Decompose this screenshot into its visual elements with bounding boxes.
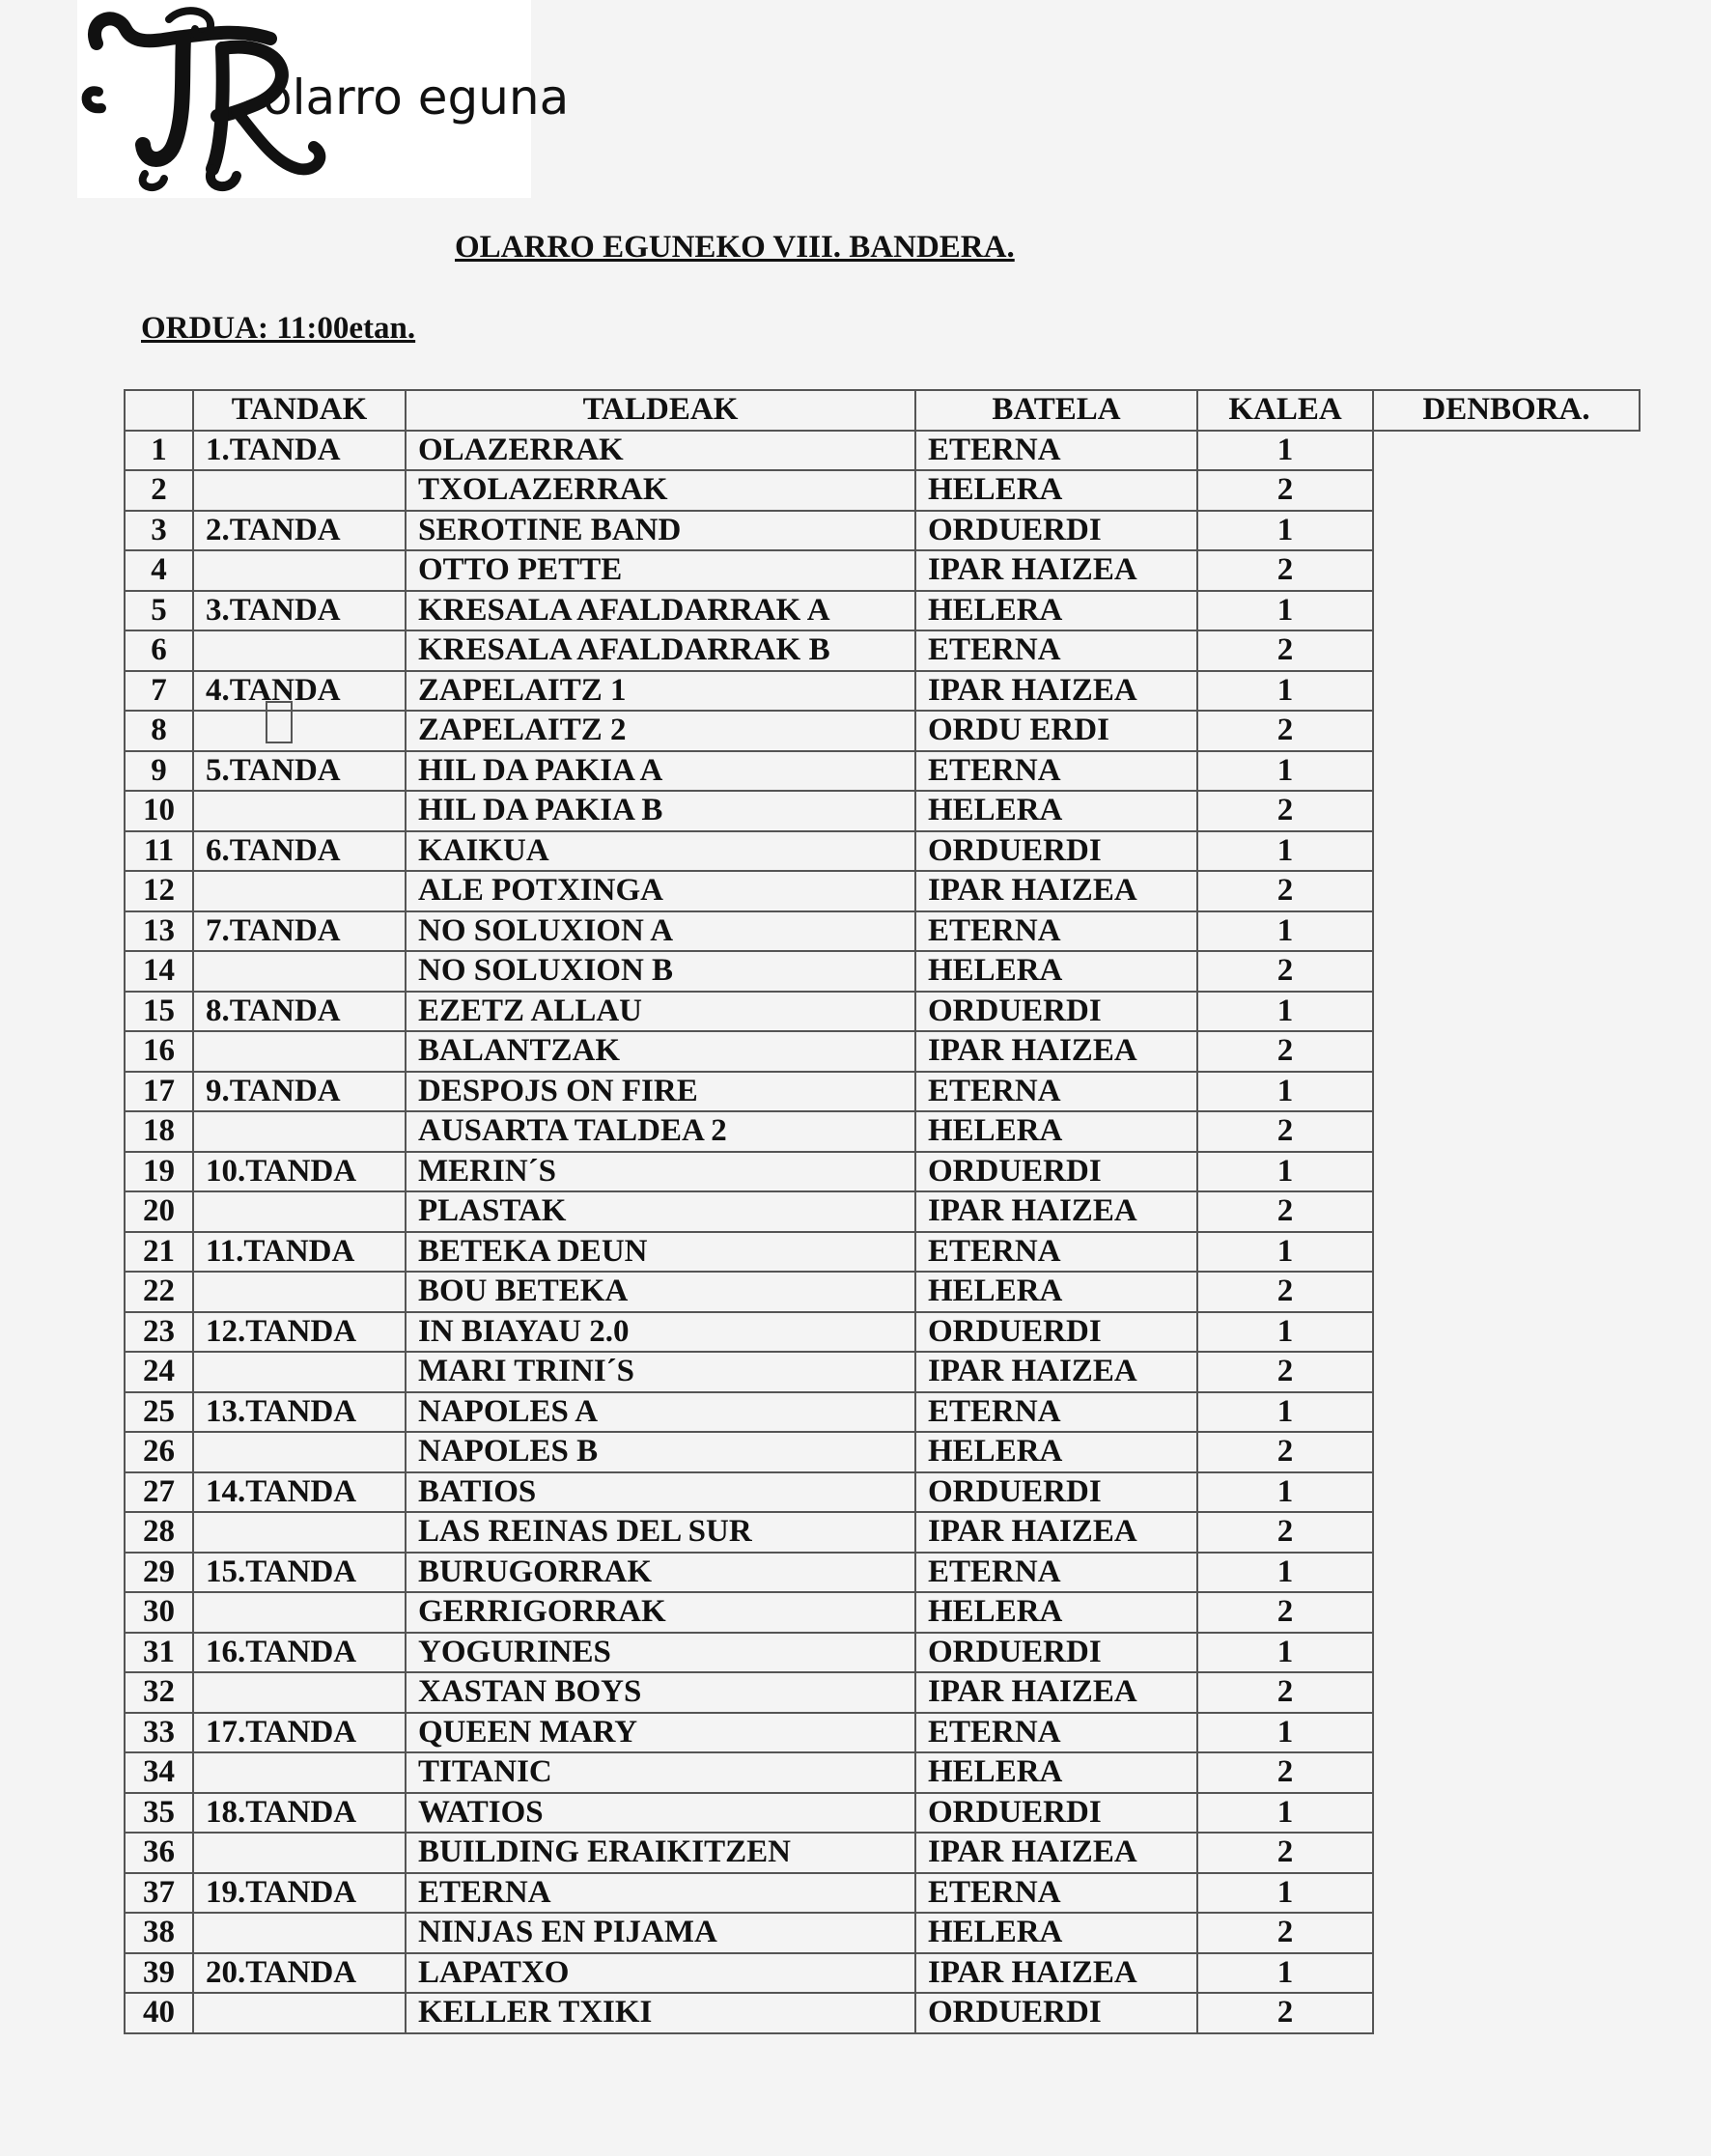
row-boat: ETERNA [915, 911, 1197, 952]
row-boat: HELERA [915, 1272, 1197, 1312]
table-row [125, 992, 1640, 1032]
row-lane: 2 [1197, 711, 1373, 751]
table-row [125, 1472, 1640, 1513]
row-tanda: 6.TANDA [193, 831, 406, 872]
row-team: BALANTZAK [406, 1031, 915, 1072]
row-team: NINJAS EN PIJAMA [406, 1913, 915, 1953]
row-boat: HELERA [915, 1592, 1197, 1633]
row-team: ZAPELAITZ 2 [406, 711, 915, 751]
table-row [125, 550, 1640, 591]
header-denbora: DENBORA. [1373, 390, 1640, 431]
row-team: WATIOS [406, 1793, 915, 1834]
table-row [125, 1553, 1640, 1593]
row-tanda [193, 550, 406, 591]
row-boat: ETERNA [915, 431, 1197, 471]
row-team: ALE POTXINGA [406, 871, 915, 911]
row-number: 28 [125, 1512, 193, 1553]
row-tanda [193, 1512, 406, 1553]
row-number: 10 [125, 791, 193, 831]
row-number: 4 [125, 550, 193, 591]
row-team: IN BIAYAU 2.0 [406, 1312, 915, 1353]
row-boat: ETERNA [915, 1553, 1197, 1593]
row-boat: HELERA [915, 791, 1197, 831]
row-number: 15 [125, 992, 193, 1032]
table-row [125, 1512, 1640, 1553]
row-boat: HELERA [915, 1111, 1197, 1152]
table-row [125, 1793, 1640, 1834]
row-tanda: 4.TANDA [193, 671, 406, 712]
row-number: 32 [125, 1672, 193, 1713]
row-number: 5 [125, 591, 193, 631]
table-row [125, 511, 1640, 551]
row-lane: 2 [1197, 791, 1373, 831]
row-boat: ORDUERDI [915, 1793, 1197, 1834]
row-lane: 1 [1197, 1633, 1373, 1673]
row-team: OLAZERRAK [406, 431, 915, 471]
row-lane: 2 [1197, 1432, 1373, 1472]
row-team: BOU BETEKA [406, 1272, 915, 1312]
table-row [125, 630, 1640, 671]
start-time: ORDUA: 11:00etan. [141, 311, 416, 346]
header-batela: BATELA [915, 390, 1197, 431]
row-boat: HELERA [915, 591, 1197, 631]
row-tanda: 17.TANDA [193, 1713, 406, 1753]
table-row [125, 911, 1640, 952]
row-team: KRESALA AFALDARRAK A [406, 591, 915, 631]
row-lane: 1 [1197, 831, 1373, 872]
row-tanda [193, 1672, 406, 1713]
row-number: 7 [125, 671, 193, 712]
row-number: 18 [125, 1111, 193, 1152]
row-tanda: 10.TANDA [193, 1152, 406, 1192]
row-tanda: 8.TANDA [193, 992, 406, 1032]
row-boat: ORDUERDI [915, 992, 1197, 1032]
row-boat: HELERA [915, 1752, 1197, 1793]
table-row [125, 711, 1640, 751]
row-number: 25 [125, 1392, 193, 1433]
row-time [266, 701, 293, 743]
table-row [125, 951, 1640, 992]
header-kalea: KALEA [1197, 390, 1373, 431]
row-tanda [193, 470, 406, 511]
row-number: 11 [125, 831, 193, 872]
table-row [125, 791, 1640, 831]
row-tanda: 2.TANDA [193, 511, 406, 551]
row-boat: IPAR HAIZEA [915, 1833, 1197, 1873]
row-team: PLASTAK [406, 1191, 915, 1232]
row-team: BUILDING ERAIKITZEN [406, 1833, 915, 1873]
row-lane: 1 [1197, 591, 1373, 631]
row-number: 20 [125, 1191, 193, 1232]
row-lane: 2 [1197, 1752, 1373, 1793]
table-row [125, 1352, 1640, 1392]
row-team: NO SOLUXION B [406, 951, 915, 992]
row-tanda [193, 1993, 406, 2033]
row-number: 38 [125, 1913, 193, 1953]
row-number: 22 [125, 1272, 193, 1312]
row-lane: 2 [1197, 630, 1373, 671]
table-row [125, 1272, 1640, 1312]
table-row [125, 1752, 1640, 1793]
table-row [125, 1713, 1640, 1753]
row-boat: IPAR HAIZEA [915, 1031, 1197, 1072]
row-number: 12 [125, 871, 193, 911]
table-row [125, 1232, 1640, 1273]
row-lane: 2 [1197, 1031, 1373, 1072]
row-lane: 1 [1197, 1152, 1373, 1192]
row-lane: 1 [1197, 1553, 1373, 1593]
row-number: 2 [125, 470, 193, 511]
row-number: 14 [125, 951, 193, 992]
row-team: XASTAN BOYS [406, 1672, 915, 1713]
row-team: SEROTINE BAND [406, 511, 915, 551]
row-number: 19 [125, 1152, 193, 1192]
row-tanda [193, 1833, 406, 1873]
table-row [125, 671, 1640, 712]
row-tanda: 13.TANDA [193, 1392, 406, 1433]
row-tanda [193, 711, 406, 751]
row-tanda: 1.TANDA [193, 431, 406, 471]
row-team: HIL DA PAKIA B [406, 791, 915, 831]
row-lane: 2 [1197, 951, 1373, 992]
row-tanda [193, 1031, 406, 1072]
logo-text: olarro eguna [263, 70, 570, 126]
row-boat: HELERA [915, 1913, 1197, 1953]
header-number [125, 390, 193, 431]
row-boat: IPAR HAIZEA [915, 1191, 1197, 1232]
row-team: BATIOS [406, 1472, 915, 1513]
row-tanda: 12.TANDA [193, 1312, 406, 1353]
table-row [125, 1953, 1640, 1994]
row-tanda: 5.TANDA [193, 751, 406, 792]
row-team: KAIKUA [406, 831, 915, 872]
row-number: 6 [125, 630, 193, 671]
row-tanda: 16.TANDA [193, 1633, 406, 1673]
row-number: 26 [125, 1432, 193, 1472]
row-team: QUEEN MARY [406, 1713, 915, 1753]
table-row [125, 1312, 1640, 1353]
row-team: MARI TRINI´S [406, 1352, 915, 1392]
row-tanda: 18.TANDA [193, 1793, 406, 1834]
table-row [125, 1392, 1640, 1433]
table-row [125, 431, 1640, 471]
row-boat: HELERA [915, 951, 1197, 992]
table-row [125, 1072, 1640, 1112]
row-number: 31 [125, 1633, 193, 1673]
row-number: 13 [125, 911, 193, 952]
row-lane: 2 [1197, 871, 1373, 911]
row-team: TITANIC [406, 1752, 915, 1793]
row-lane: 1 [1197, 911, 1373, 952]
table-row [125, 1432, 1640, 1472]
table-row [125, 1993, 1640, 2033]
row-number: 34 [125, 1752, 193, 1793]
row-tanda: 19.TANDA [193, 1873, 406, 1914]
row-boat: ORDUERDI [915, 1152, 1197, 1192]
row-lane: 1 [1197, 1713, 1373, 1753]
row-number: 17 [125, 1072, 193, 1112]
row-boat: HELERA [915, 1432, 1197, 1472]
table-row [125, 1873, 1640, 1914]
table-row [125, 1833, 1640, 1873]
row-team: BURUGORRAK [406, 1553, 915, 1593]
header-tandak: TANDAK [193, 390, 406, 431]
row-team: LAPATXO [406, 1953, 915, 1994]
row-lane: 1 [1197, 671, 1373, 712]
row-lane: 1 [1197, 1953, 1373, 1994]
table-row [125, 1913, 1640, 1953]
table-row [125, 751, 1640, 792]
row-number: 27 [125, 1472, 193, 1513]
row-tanda: 11.TANDA [193, 1232, 406, 1273]
row-boat: ORDUERDI [915, 511, 1197, 551]
row-lane: 2 [1197, 1512, 1373, 1553]
row-tanda [193, 1272, 406, 1312]
row-boat: IPAR HAIZEA [915, 550, 1197, 591]
row-lane: 2 [1197, 550, 1373, 591]
table-row [125, 1191, 1640, 1232]
row-boat: ETERNA [915, 630, 1197, 671]
row-lane: 2 [1197, 1352, 1373, 1392]
row-number: 21 [125, 1232, 193, 1273]
row-team: KRESALA AFALDARRAK B [406, 630, 915, 671]
logo [77, 0, 570, 198]
table-row [125, 591, 1640, 631]
row-team: BETEKA DEUN [406, 1232, 915, 1273]
page-title: OLARRO EGUNEKO VIII. BANDERA. [455, 230, 1015, 265]
table-body [125, 431, 1640, 2033]
row-boat: ORDUERDI [915, 1993, 1197, 2033]
row-boat: IPAR HAIZEA [915, 1352, 1197, 1392]
row-tanda [193, 630, 406, 671]
row-team: AUSARTA TALDEA 2 [406, 1111, 915, 1152]
row-boat: IPAR HAIZEA [915, 671, 1197, 712]
row-lane: 1 [1197, 1072, 1373, 1112]
row-number: 35 [125, 1793, 193, 1834]
row-boat: IPAR HAIZEA [915, 1512, 1197, 1553]
row-number: 37 [125, 1873, 193, 1914]
row-boat: ETERNA [915, 1713, 1197, 1753]
row-lane: 1 [1197, 992, 1373, 1032]
row-tanda [193, 1111, 406, 1152]
row-boat: IPAR HAIZEA [915, 1953, 1197, 1994]
row-boat: IPAR HAIZEA [915, 871, 1197, 911]
row-tanda [193, 1432, 406, 1472]
row-lane: 1 [1197, 1873, 1373, 1914]
table-row [125, 1592, 1640, 1633]
row-boat: IPAR HAIZEA [915, 1672, 1197, 1713]
row-number: 16 [125, 1031, 193, 1072]
row-number: 36 [125, 1833, 193, 1873]
row-lane: 1 [1197, 1312, 1373, 1353]
row-team: MERIN´S [406, 1152, 915, 1192]
table-row [125, 470, 1640, 511]
table-row [125, 871, 1640, 911]
row-tanda [193, 1592, 406, 1633]
row-team: DESPOJS ON FIRE [406, 1072, 915, 1112]
row-boat: ORDUERDI [915, 1472, 1197, 1513]
row-lane: 2 [1197, 1272, 1373, 1312]
row-team: NO SOLUXION A [406, 911, 915, 952]
table-row [125, 1111, 1640, 1152]
row-lane: 1 [1197, 1793, 1373, 1834]
row-team: HIL DA PAKIA A [406, 751, 915, 792]
row-lane: 2 [1197, 1191, 1373, 1232]
row-boat: ETERNA [915, 1072, 1197, 1112]
row-lane: 2 [1197, 1111, 1373, 1152]
row-tanda: 15.TANDA [193, 1553, 406, 1593]
row-lane: 2 [1197, 1913, 1373, 1953]
table-row [125, 1031, 1640, 1072]
row-lane: 1 [1197, 1472, 1373, 1513]
row-tanda [193, 1913, 406, 1953]
row-lane: 1 [1197, 751, 1373, 792]
row-number: 9 [125, 751, 193, 792]
row-lane: 1 [1197, 511, 1373, 551]
row-tanda: 7.TANDA [193, 911, 406, 952]
row-team: GERRIGORRAK [406, 1592, 915, 1633]
row-team: YOGURINES [406, 1633, 915, 1673]
row-number: 1 [125, 431, 193, 471]
row-boat: ETERNA [915, 1392, 1197, 1433]
header-taldeak: TALDEAK [406, 390, 915, 431]
row-number: 8 [125, 711, 193, 751]
row-tanda [193, 1752, 406, 1793]
row-number: 33 [125, 1713, 193, 1753]
row-tanda [193, 871, 406, 911]
row-tanda [193, 1352, 406, 1392]
row-number: 39 [125, 1953, 193, 1994]
row-boat: ETERNA [915, 1873, 1197, 1914]
row-team: TXOLAZERRAK [406, 470, 915, 511]
row-number: 3 [125, 511, 193, 551]
row-lane: 2 [1197, 1672, 1373, 1713]
row-lane: 1 [1197, 1392, 1373, 1433]
row-tanda: 20.TANDA [193, 1953, 406, 1994]
row-number: 40 [125, 1993, 193, 2033]
row-lane: 2 [1197, 470, 1373, 511]
row-tanda: 9.TANDA [193, 1072, 406, 1112]
row-number: 29 [125, 1553, 193, 1593]
row-boat: ORDU ERDI [915, 711, 1197, 751]
row-lane: 2 [1197, 1592, 1373, 1633]
row-tanda: 3.TANDA [193, 591, 406, 631]
row-tanda [193, 1191, 406, 1232]
row-team: OTTO PETTE [406, 550, 915, 591]
row-boat: ETERNA [915, 751, 1197, 792]
row-boat: ORDUERDI [915, 1312, 1197, 1353]
table-row [125, 831, 1640, 872]
row-number: 30 [125, 1592, 193, 1633]
table-header-row [125, 390, 1640, 431]
row-team: ETERNA [406, 1873, 915, 1914]
row-number: 24 [125, 1352, 193, 1392]
row-team: KELLER TXIKI [406, 1993, 915, 2033]
row-boat: ETERNA [915, 1232, 1197, 1273]
row-team: NAPOLES B [406, 1432, 915, 1472]
row-boat: ORDUERDI [915, 1633, 1197, 1673]
table-row [125, 1152, 1640, 1192]
row-team: NAPOLES A [406, 1392, 915, 1433]
race-schedule-table [124, 389, 1641, 2034]
row-lane: 1 [1197, 431, 1373, 471]
row-boat: ORDUERDI [915, 831, 1197, 872]
table-row [125, 1633, 1640, 1673]
row-tanda [193, 791, 406, 831]
row-lane: 2 [1197, 1993, 1373, 2033]
row-team: LAS REINAS DEL SUR [406, 1512, 915, 1553]
row-boat: HELERA [915, 470, 1197, 511]
row-lane: 1 [1197, 1232, 1373, 1273]
row-lane: 2 [1197, 1833, 1373, 1873]
row-team: ZAPELAITZ 1 [406, 671, 915, 712]
row-tanda [193, 951, 406, 992]
row-tanda: 14.TANDA [193, 1472, 406, 1513]
table-row [125, 1672, 1640, 1713]
row-number: 23 [125, 1312, 193, 1353]
row-team: EZETZ ALLAU [406, 992, 915, 1032]
